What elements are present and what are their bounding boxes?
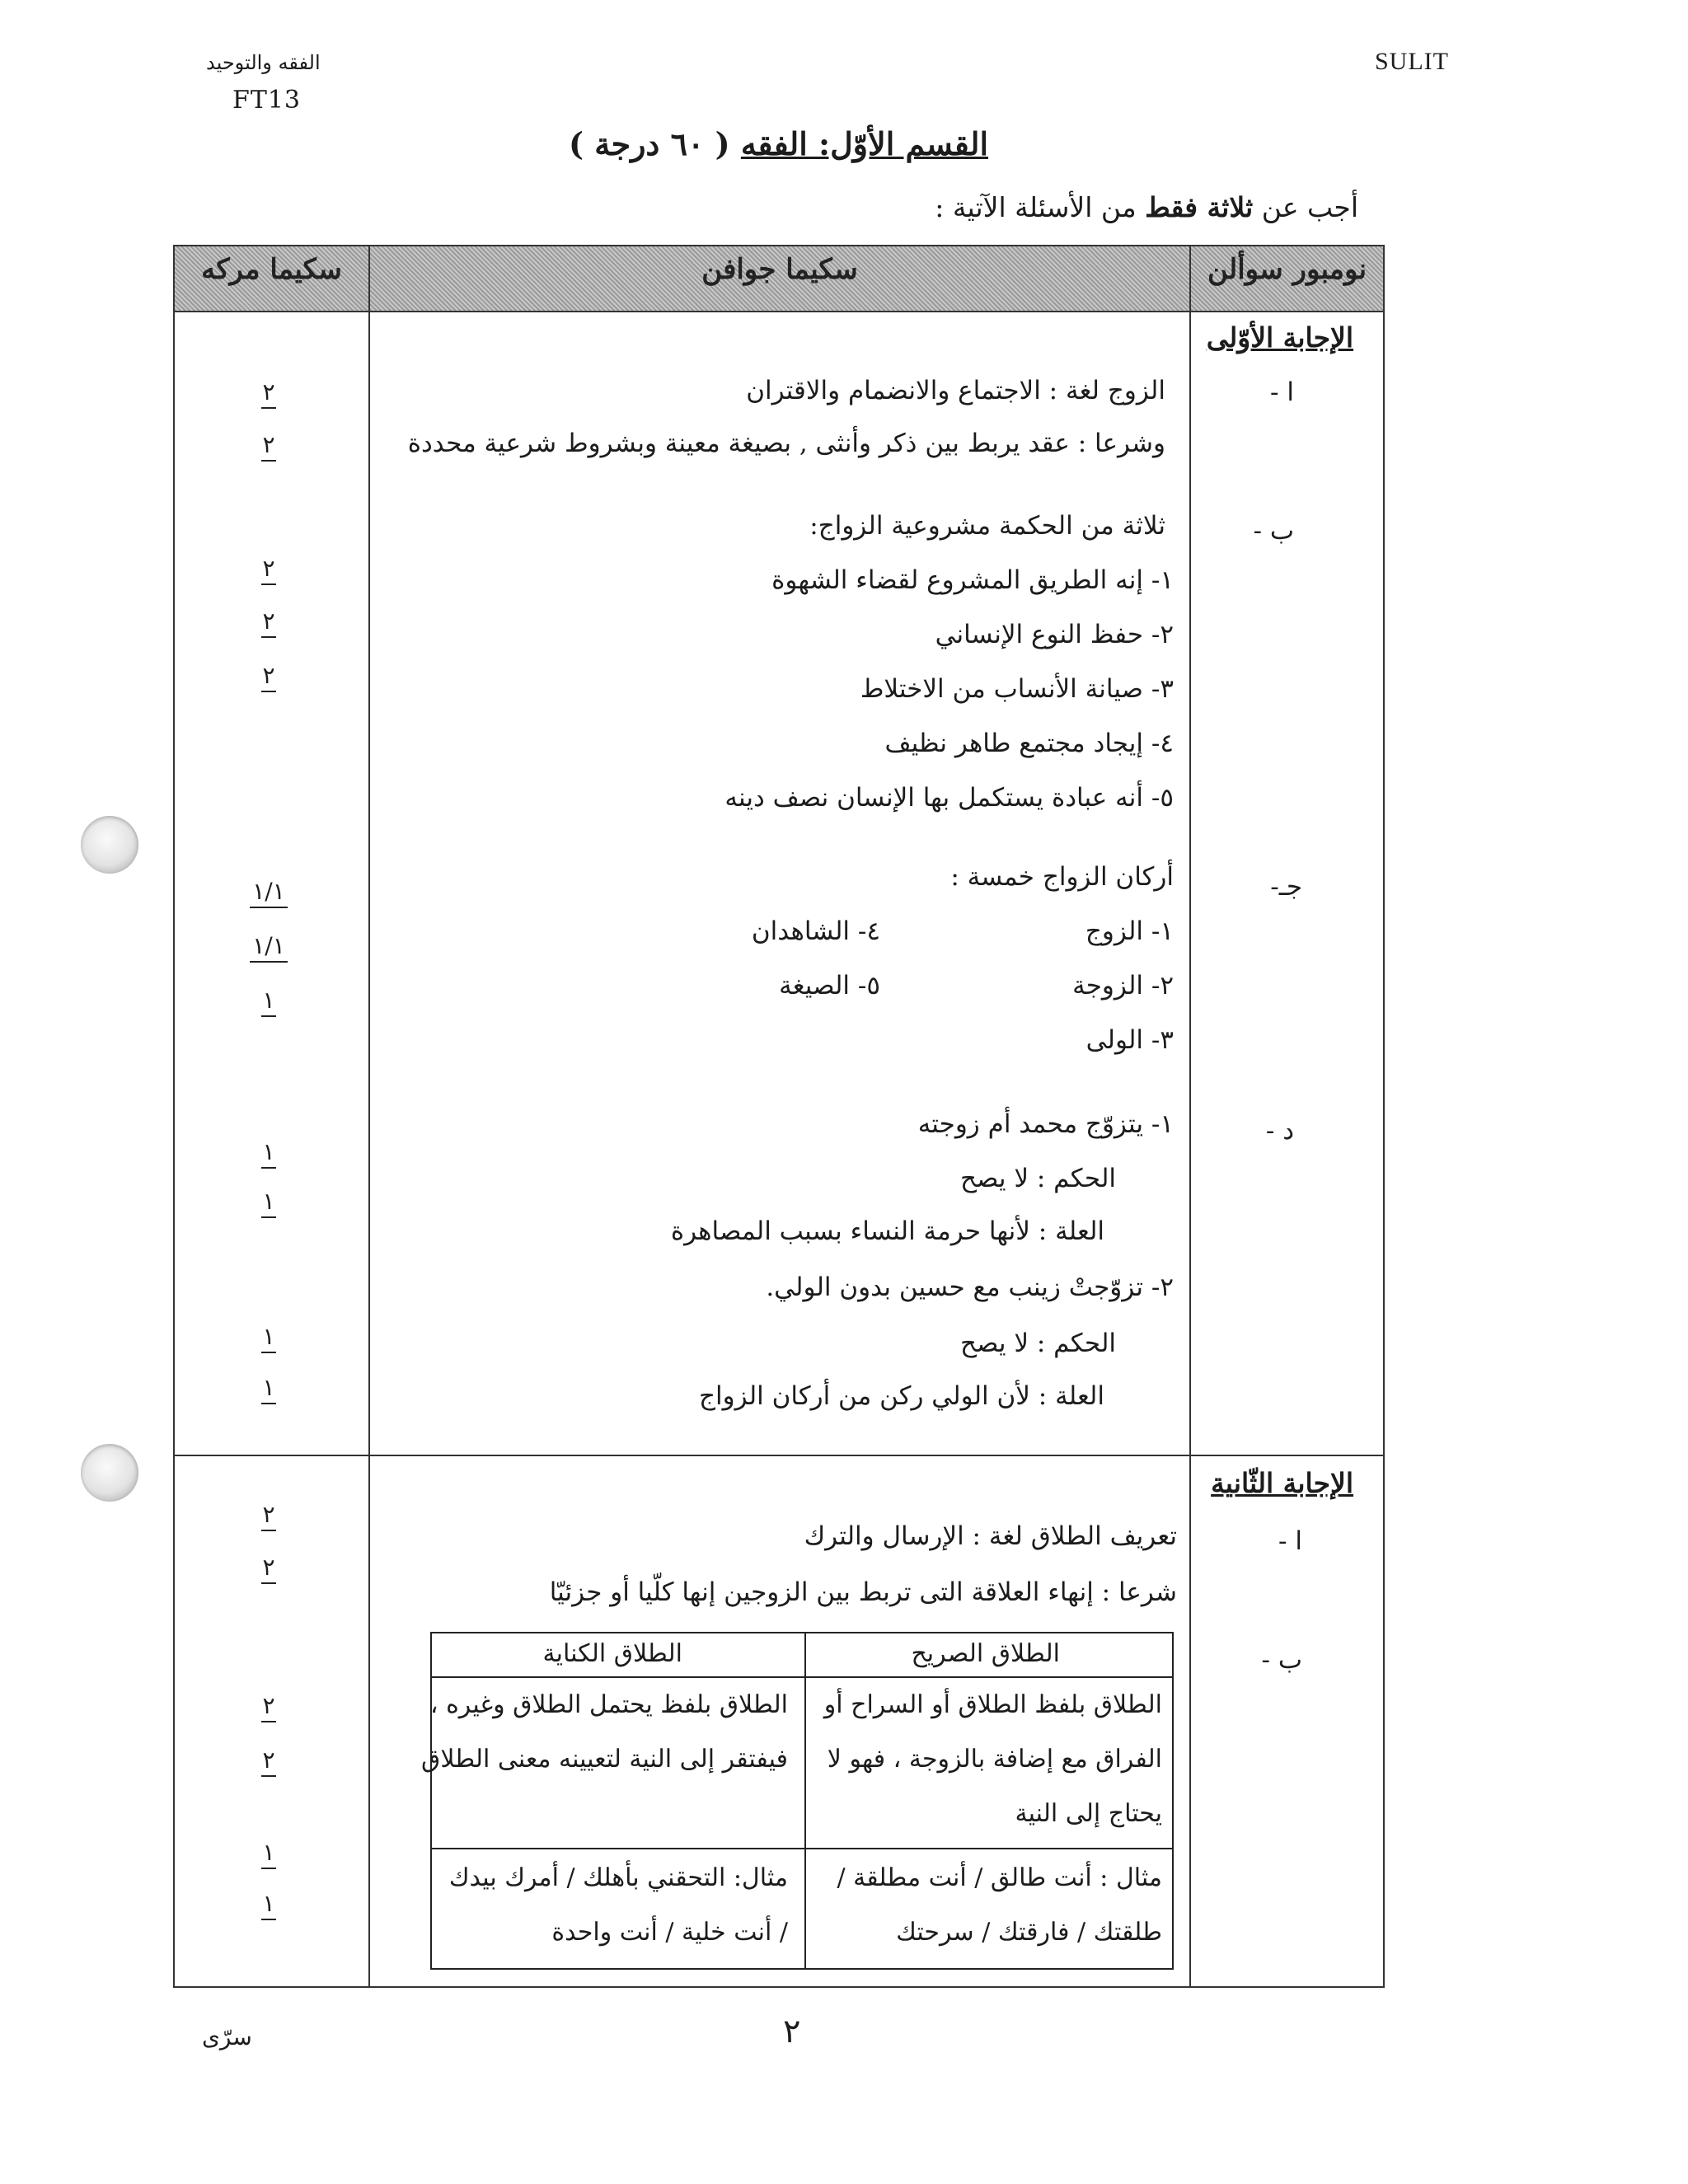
mark (258, 1746, 279, 1777)
answer1-c-pillar: ٣- الولى (1085, 1025, 1174, 1055)
mark-value: ١ (262, 987, 275, 1014)
answer1-d-q2: ٢- تزوّجتْ زينب مع حسين بدون الولي. (766, 1272, 1174, 1302)
mark (258, 1376, 279, 1404)
mark-value: ١ (262, 1890, 275, 1917)
answer1-c-pillar: ٢- الزوجة (1072, 971, 1174, 1001)
implicit-example-line: مثال: التحقني بأهلك / أمرك بيدك (448, 1863, 788, 1892)
header-question-no: نومبور سوألن (1207, 253, 1367, 286)
answer1-d-q2-reason: العلة : لأن الولي ركن من أركان الزواج (699, 1381, 1104, 1411)
col-divider-left (368, 245, 370, 1988)
mark-value: ٢ (262, 555, 275, 582)
mark (246, 880, 292, 908)
answer1-c-pillar: ١- الزوج (1085, 916, 1174, 946)
instruction-prefix: أجب عن (1261, 191, 1358, 223)
mark-value: ٢ (262, 378, 275, 405)
mark (258, 664, 279, 692)
mark (246, 932, 292, 963)
implicit-def-line: فيفتقر إلى النية لتعيينه معنى الطلاق (421, 1745, 788, 1774)
answer1-c-pillar: ٤- الشاهدان (751, 916, 880, 946)
mark-value: ١ (262, 1138, 275, 1165)
answer1-b-item: ١- إنه الطريق المشروع لقضاء الشهوة (771, 565, 1174, 595)
explicit-def-line: الطلاق بلفظ الطلاق أو السراح أو (823, 1690, 1162, 1719)
mark-value: ٢ (262, 1501, 275, 1528)
divorce-comparison-table (421, 1632, 1174, 1970)
mark (258, 607, 279, 638)
col-divider-right (1189, 245, 1191, 1988)
answer1-b-label: ب - (1253, 516, 1294, 546)
mark-value: ١ (262, 1323, 275, 1350)
mark (258, 1325, 279, 1353)
implicit-def-line: الطلاق بلفظ يحتمل الطلاق وغيره ، (429, 1690, 788, 1719)
mark-value: ٢ (262, 662, 275, 689)
mark (258, 1190, 279, 1218)
answer1-d-q1-ruling: الحكم : لا يصح (959, 1164, 1116, 1193)
mark-value: ١ (262, 1188, 275, 1215)
explicit-def-line: الفراق مع إضافة بالزوجة ، فهو لا (827, 1745, 1162, 1774)
mark-value: ٢ (262, 1554, 275, 1581)
footer-secret: سرّى (202, 2023, 252, 2050)
answer2-a-line1: تعريف الطلاق لغة : الإرسال والترك (804, 1521, 1177, 1551)
mark (258, 431, 279, 462)
mark-value: ٢ (262, 431, 275, 458)
answer1-b-intro: ثلاثة من الحكمة مشروعية الزواج: (809, 511, 1165, 541)
mark (258, 1556, 279, 1584)
subject-label: الفقه والتوحيد (206, 51, 321, 74)
col-implicit-header: الطلاق الكناية (542, 1639, 682, 1668)
punch-hole-bottom (81, 1444, 138, 1502)
instruction-suffix: من الأسئلة الآتية : (935, 191, 1137, 223)
answer1-b-item: ٥- أنه عبادة يستكمل بها الإنسان نصف دينه (724, 783, 1174, 813)
answer1-c-intro: أركان الزواج خمسة : (950, 862, 1174, 892)
answer1-a-line1: الزوج لغة : الاجتماع والانضمام والاقتران (746, 376, 1165, 405)
section-marks: ( ٦٠ درجة ) (569, 125, 730, 162)
answer1-d-q2-ruling: الحكم : لا يصح (959, 1329, 1116, 1358)
header-divider (173, 311, 1385, 312)
answer-divider (173, 1455, 1385, 1456)
explicit-example-line: مثال : أنت طالق / أنت مطلقة / (837, 1863, 1162, 1892)
paper-code: FT13 (232, 86, 301, 115)
answer2-title: الإجابة الثّانية (1211, 1467, 1353, 1499)
mark-value: ٢ (262, 1692, 275, 1719)
answer1-c-pillar: ٥- الصيغة (779, 971, 880, 1001)
mark-value: ٢ (262, 1746, 275, 1774)
answer1-b-item: ٢- حفظ النوع الإنساني (935, 620, 1174, 649)
answer2-a-label: ا - (1278, 1526, 1302, 1556)
mark (258, 1503, 279, 1531)
answer1-d-q1-reason: العلة : لأنها حرمة النساء بسبب المصاهرة (670, 1216, 1104, 1246)
mark-value: ٢ (262, 607, 275, 635)
explicit-def-line: يحتاج إلى النية (1015, 1799, 1162, 1828)
mark-value: ١/١ (252, 932, 285, 959)
col-explicit-header: الطلاق الصريح (911, 1639, 1060, 1668)
mark (258, 1138, 279, 1169)
mark (258, 1841, 279, 1869)
answer2-b-label: ب - (1261, 1645, 1302, 1675)
answer1-b-item: ٤- إيجاد مجتمع طاهر نظيف (884, 729, 1174, 758)
answer1-a-line2: وشرعا : عقد يربط بين ذكر وأنثى , بصيغة معينة وبشروط شرعية محددة (407, 429, 1165, 458)
mark (258, 989, 279, 1017)
implicit-example-line: / أنت خلية / أنت واحدة (551, 1918, 788, 1947)
mark-value: ١ (262, 1839, 275, 1866)
explicit-example-line: طلقتك / فارقتك / سرحتك (896, 1918, 1162, 1947)
classification-label: SULIT (1375, 48, 1449, 75)
section-title (569, 125, 988, 162)
mark-value: ١ (262, 1374, 275, 1401)
answer1-b-item: ٣- صيانة الأنساب من الاختلاط (860, 674, 1174, 704)
header-answer-scheme: سكيما جوافن (701, 253, 858, 286)
mark (258, 557, 279, 585)
answer1-title: الإجابة الأوّلى (1206, 321, 1353, 354)
mark-value: ١/١ (252, 878, 285, 905)
instruction (935, 191, 1358, 223)
punch-hole-top (81, 816, 138, 874)
page-number: ٢ (783, 2013, 801, 2050)
section-name: القسم الأوّل: الفقه (740, 125, 989, 162)
mark (258, 1694, 279, 1722)
mark (258, 378, 279, 409)
answer1-a-label: ا - (1270, 377, 1294, 407)
answer1-d-q1: ١- يتزوّج محمد أم زوجته (917, 1109, 1174, 1139)
answer2-a-line2: شرعا : إنهاء العلاقة التى تربط بين الزوجين إنها كلّيا أو جزئيّا (549, 1577, 1177, 1607)
answer1-d-label: د - (1265, 1116, 1294, 1146)
instruction-bold: ثلاثة فقط (1145, 191, 1254, 223)
mark (258, 1892, 279, 1920)
header-marks-scheme: سكيما مركه (201, 253, 342, 286)
answer1-c-label: جـ- (1270, 872, 1302, 902)
